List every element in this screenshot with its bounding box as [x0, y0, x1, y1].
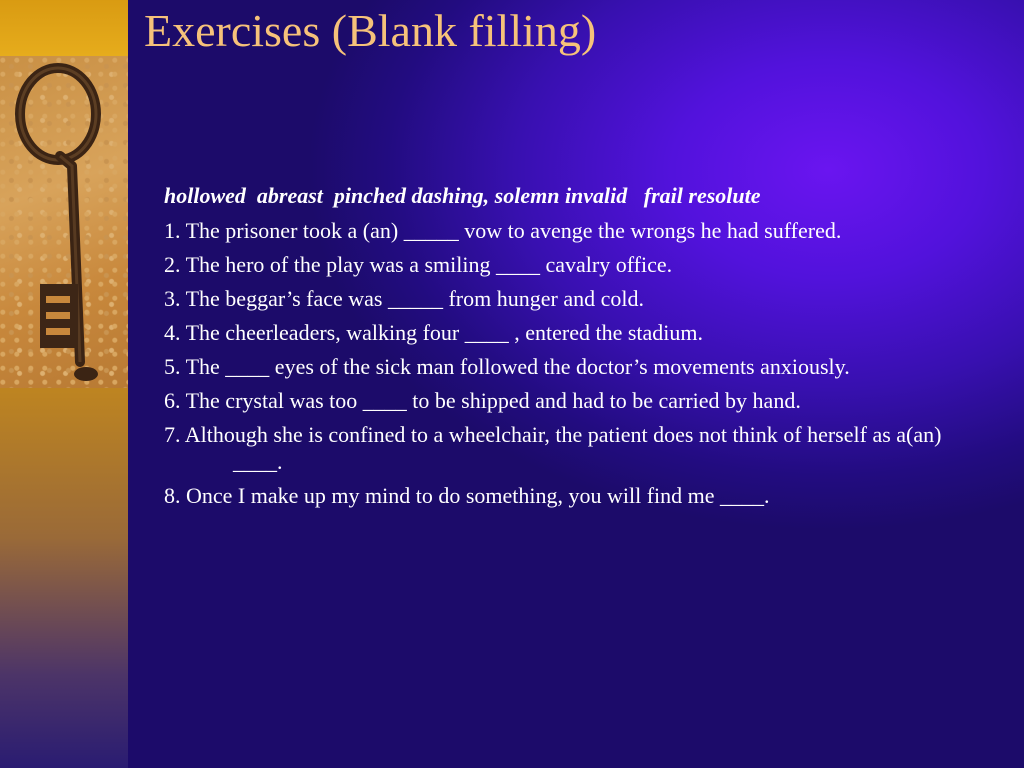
slide-content	[164, 183, 996, 516]
exercise-list	[164, 217, 996, 509]
slide-main-panel	[128, 0, 1024, 768]
exercise-item-7: 7. Although she is confined to a wheelchair, the patient does not think of herself as a(an) ____.	[164, 422, 942, 475]
exercise-item-6: 6. The crystal was too ____ to be shipped and had to be carried by hand.	[164, 388, 801, 414]
key-photo	[0, 56, 128, 388]
word-bank: hollowed abreast pinched dashing, solemn invalid frail resolute	[164, 183, 761, 208]
slide-title: Exercises (Blank filling)	[144, 5, 597, 56]
old-iron-key-icon	[0, 56, 128, 388]
exercise-item-5: 5. The ____ eyes of the sick man followed the doctor’s movements anxiously.	[164, 354, 850, 380]
exercise-item-1: 1. The prisoner took a (an) _____ vow to avenge the wrongs he had suffered.	[164, 218, 842, 244]
exercise-item-4: 4. The cheerleaders, walking four ____ , entered the stadium.	[164, 320, 704, 346]
exercise-item-8: 8. Once I make up my mind to do something, you will find me ____.	[164, 483, 770, 509]
exercise-item-2: 2. The hero of the play was a smiling ____ cavalry office.	[164, 252, 673, 278]
left-top-strip	[0, 0, 128, 56]
exercise-item-3: 3. The beggar’s face was _____ from hunger and cold.	[164, 286, 644, 312]
